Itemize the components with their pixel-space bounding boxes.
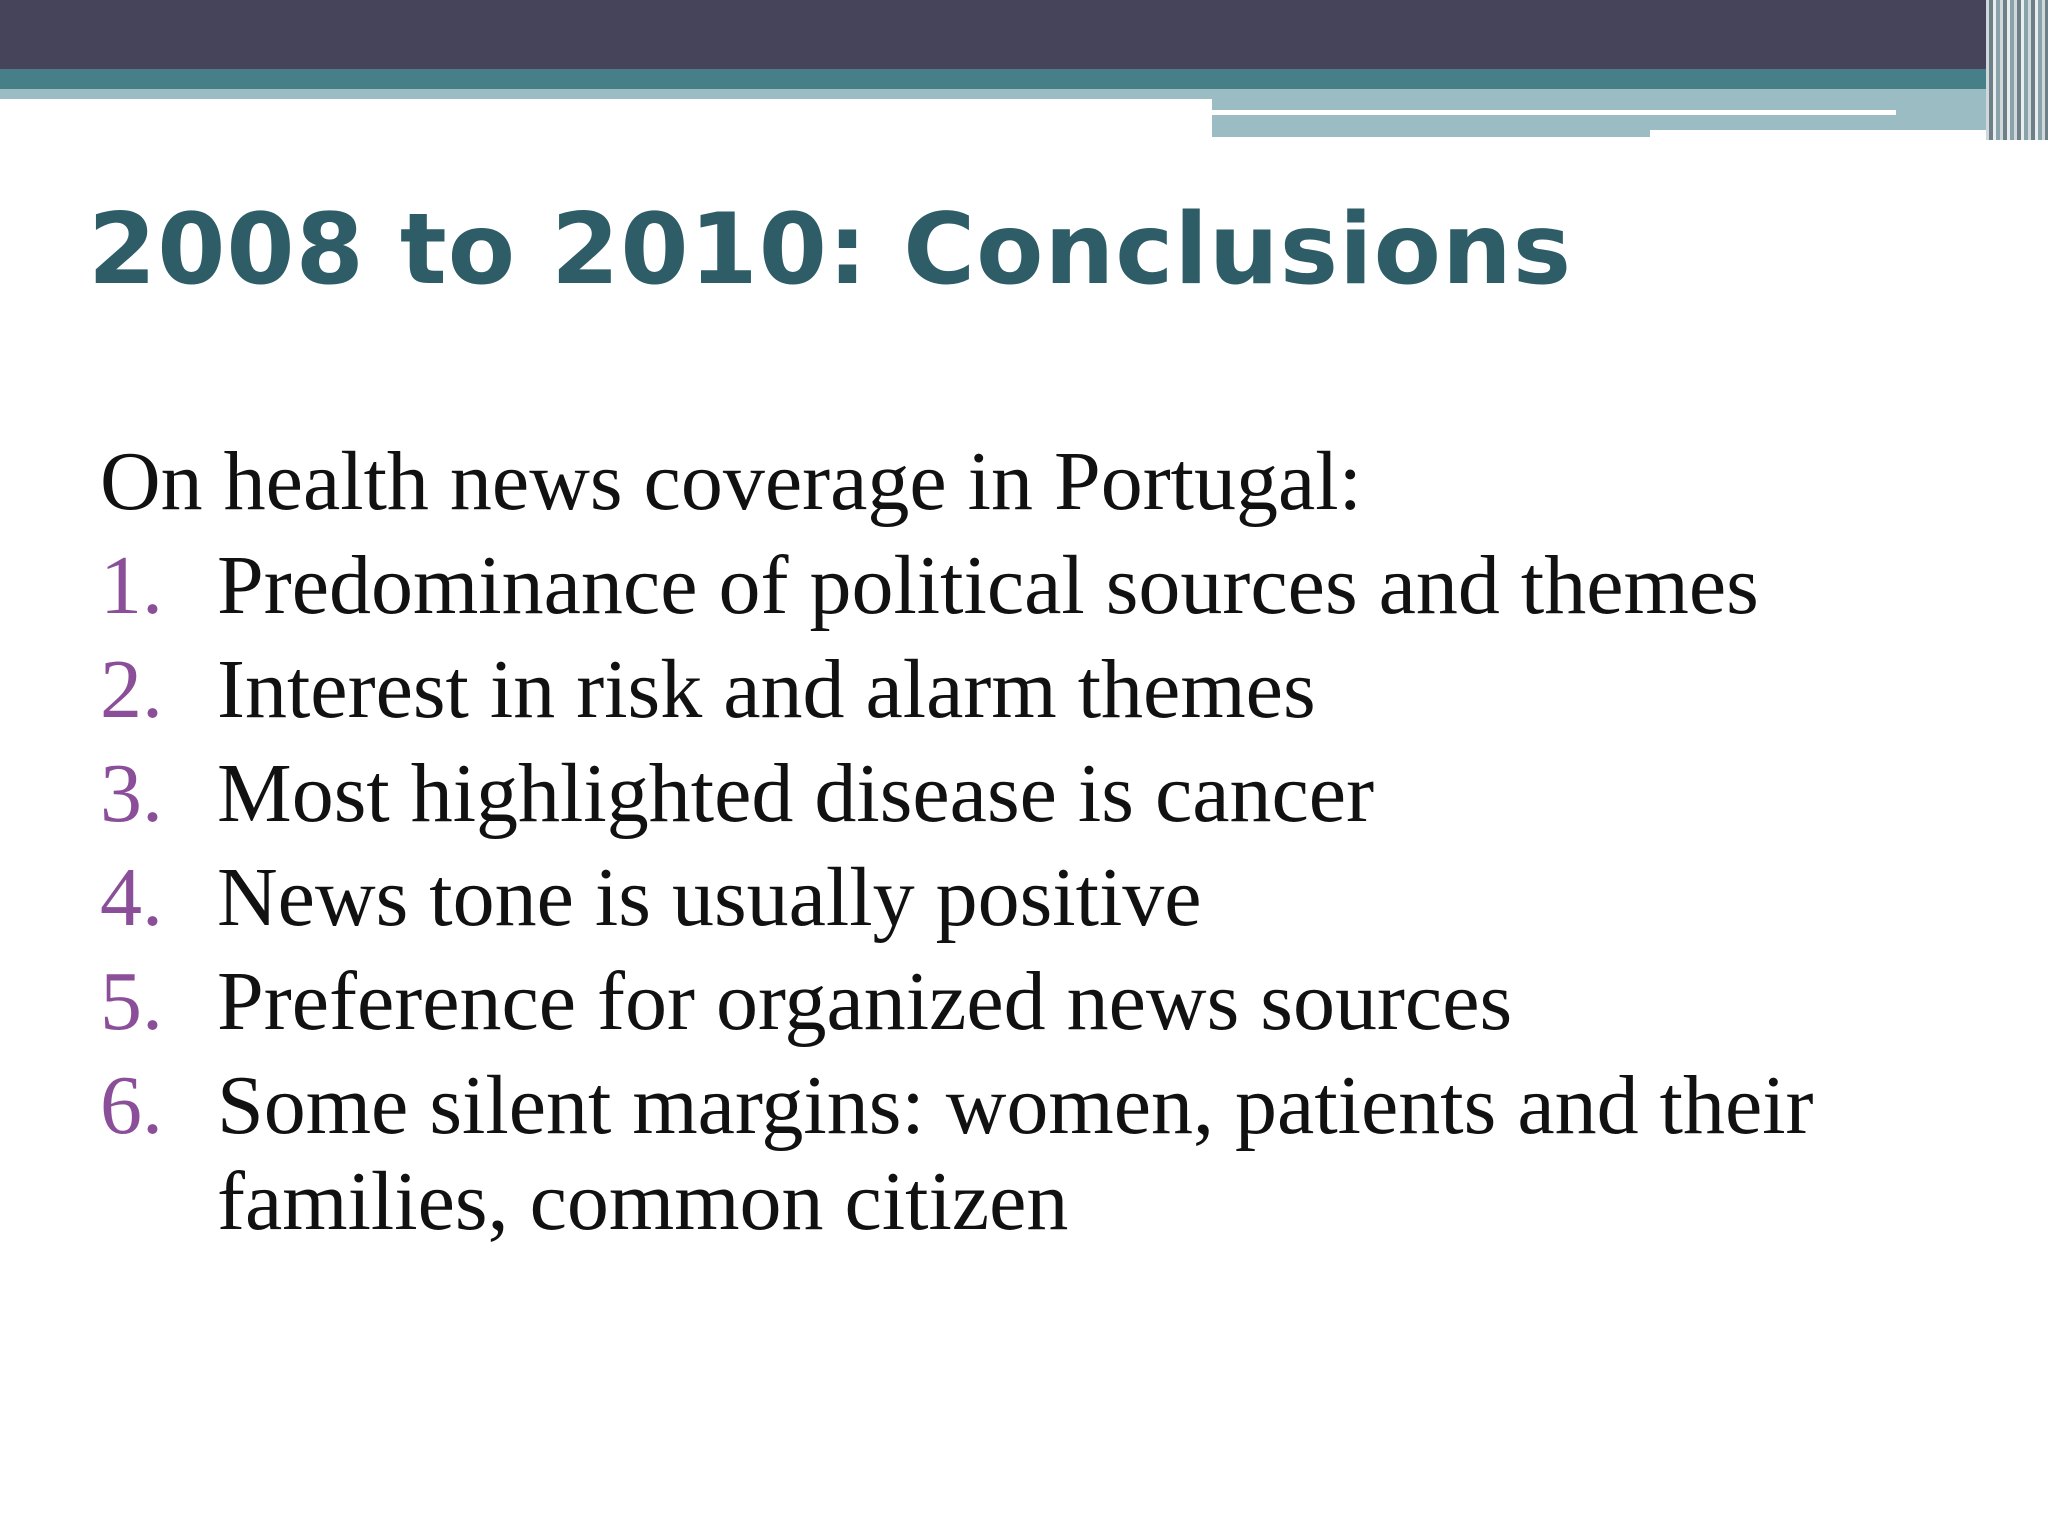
list-item bbox=[100, 950, 1980, 1054]
header-bar-dark bbox=[0, 0, 2048, 69]
list-item bbox=[100, 1054, 1980, 1254]
conclusions-list bbox=[100, 534, 1980, 1254]
list-text: News tone is usually positive bbox=[217, 851, 1202, 944]
list-number: 3. bbox=[100, 747, 163, 840]
list-text: Interest in risk and alarm themes bbox=[217, 643, 1316, 736]
header-stripes-decoration bbox=[1986, 0, 2048, 140]
list-text: Some silent margins: women, patients and their families, common citizen bbox=[217, 1059, 1814, 1248]
intro-text: On health news coverage in Portugal: bbox=[100, 435, 1362, 528]
list-number: 1. bbox=[100, 539, 163, 632]
list-item bbox=[100, 742, 1980, 846]
list-item bbox=[100, 534, 1980, 638]
list-item bbox=[100, 638, 1980, 742]
list-number: 6. bbox=[100, 1059, 163, 1152]
list-number: 5. bbox=[100, 955, 163, 1048]
slide-body bbox=[100, 430, 1980, 1254]
list-number: 4. bbox=[100, 851, 163, 944]
list-text: Most highlighted disease is cancer bbox=[217, 747, 1375, 840]
header-bar-light bbox=[0, 89, 1212, 99]
list-text: Predominance of political sources and themes bbox=[217, 539, 1759, 632]
list-text: Preference for organized news sources bbox=[217, 955, 1513, 1048]
list-item bbox=[100, 846, 1980, 950]
header-accent-line bbox=[1212, 110, 1896, 115]
list-number: 2. bbox=[100, 643, 163, 736]
slide-title: 2008 to 2010: Conclusions bbox=[88, 193, 1573, 307]
header-bar-teal bbox=[0, 69, 2048, 89]
